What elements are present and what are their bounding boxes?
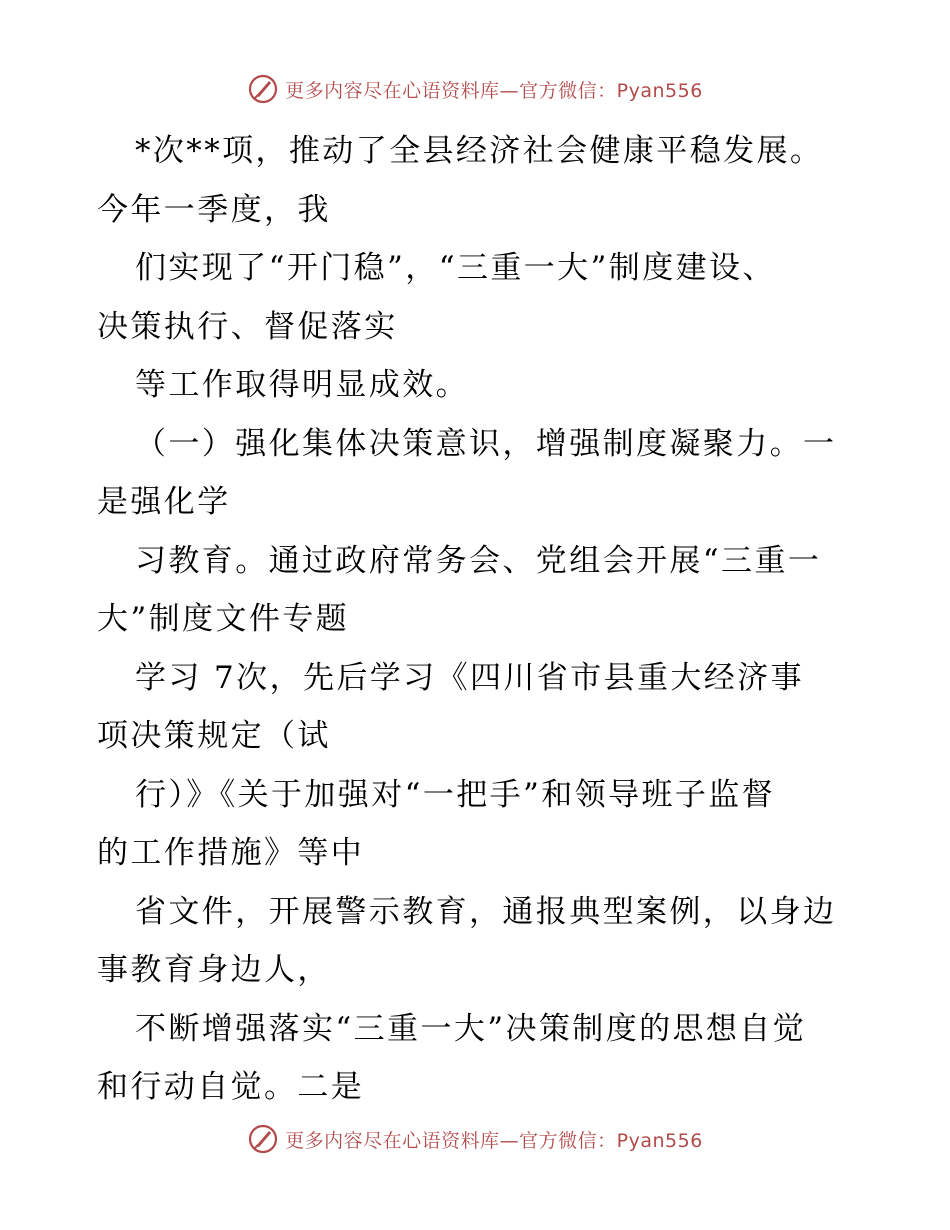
text-line: （一）强化集体决策意识，增强制度凝聚力。一 [135, 425, 837, 462]
text-line: 决策执行、督促落实 [97, 308, 398, 345]
watermark-text: 更多内容尽在心语资料库—官方微信：Pyan556 [285, 79, 703, 102]
text-line: 不断增强落实“三重一大”决策制度的思想自觉 [135, 1010, 807, 1047]
watermark-text: 更多内容尽在心语资料库—官方微信：Pyan556 [285, 1129, 703, 1152]
quill-logo-icon [247, 73, 279, 105]
quill-logo-icon [247, 1123, 279, 1155]
text-line: 今年一季度，我 [97, 191, 331, 228]
header-watermark [0, 72, 950, 106]
text-line: 学习 7次，先后学习《四川省市县重大经济事 [135, 659, 804, 696]
text-line: 习教育。通过政府常务会、党组会开展“三重一 [135, 542, 822, 579]
text-line: 项决策规定（试 [97, 718, 331, 754]
text-line: 行）》《关于加强对“一把手”和领导班子监督 [135, 776, 776, 813]
text-line: 的工作措施》等中 [97, 835, 365, 871]
text-line: 等工作取得明显成效。 [135, 367, 469, 403]
document-body [97, 122, 857, 1117]
text-line: 和行动自觉。二是 [97, 1069, 365, 1105]
text-line: 是强化学 [97, 484, 231, 520]
text-line: 事教育身边人， [97, 952, 331, 988]
text-line: 省文件，开展警示教育，通报典型案例，以身边 [135, 893, 837, 930]
text-line: *次**项，推动了全县经济社会健康平稳发展。 [135, 133, 824, 169]
text-line: 大”制度文件专题 [97, 601, 350, 637]
text-line: 们实现了“开门稳”，“三重一大”制度建设、 [135, 250, 776, 286]
footer-watermark [0, 1122, 950, 1156]
